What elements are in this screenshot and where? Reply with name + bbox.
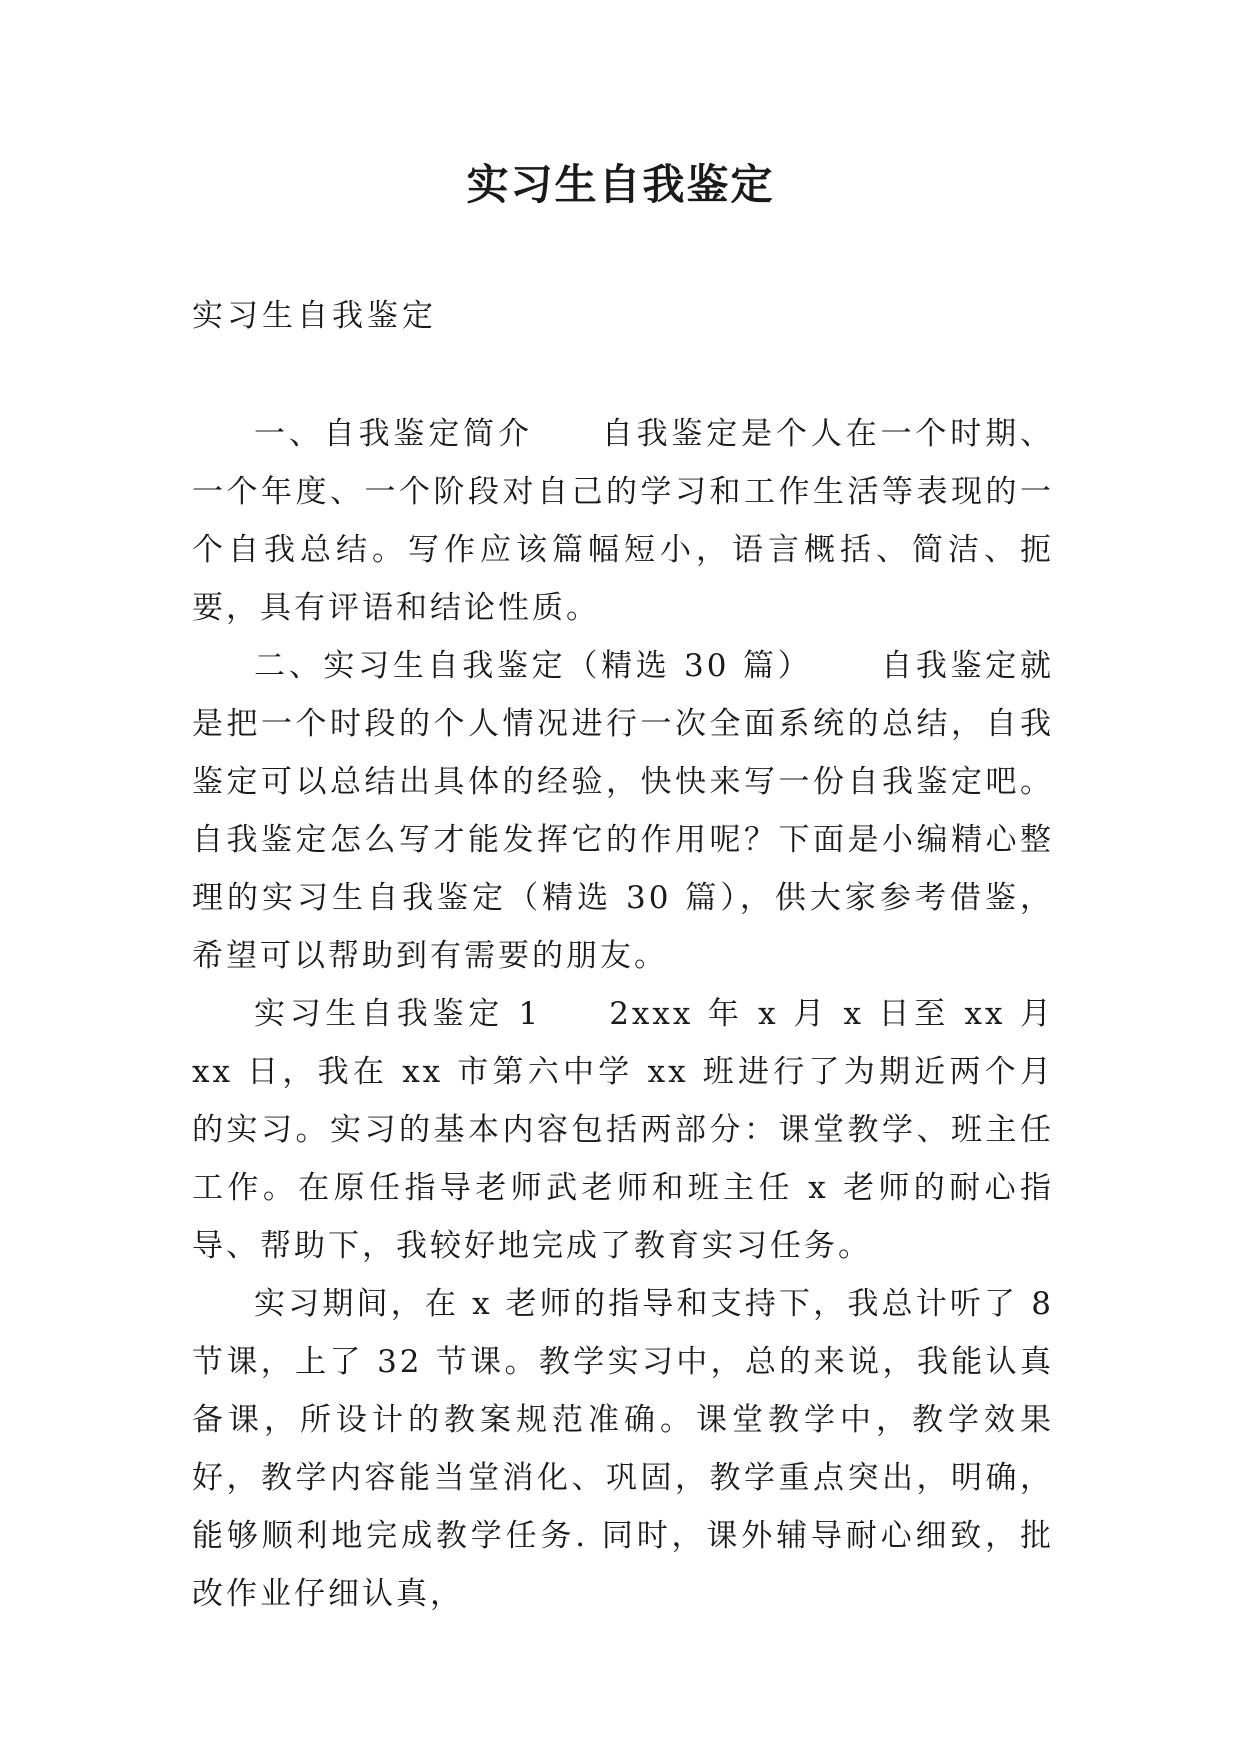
document-title: 实习生自我鉴定 [466,160,775,209]
paragraph-intro [192,405,1054,637]
paragraph-text: 实习期间，在 x 老师的指导和支持下，我总计听了 8 节课，上了 32 节课。教学实习中，总的来说，我能认真备课，所设计的教案规范准确。课堂教学中，教学效果好，教学内容能当堂消化、巩固，教学重点突出，明确，能够顺利地完成教学任务. 同时，课外辅导耐心细致，批改作业仔细认真， [192,1286,1054,1612]
paragraph-internship-period [192,1275,1054,1623]
document-body [192,405,1054,1623]
document-subtitle: 实习生自我鉴定 [192,298,437,334]
paragraph-text: 2xxx 年 x 月 x 日至 xx 月 xx 日，我在 xx 市第六中学 xx 班进行了为期近两个月的实习。实习的基本内容包括两部分：课堂教学、班主任工作。在原任指导老师武老师和班主任 x 老师的耐心指导、帮助下，我较好地完成了教育实习任务。 [192,996,1055,1264]
paragraph-heading: 二、实习生自我鉴定（精选 30 篇） [254,648,813,684]
paragraph-selection [192,637,1054,985]
paragraph-text: 自我鉴定就是把一个时段的个人情况进行一次全面系统的总结，自我鉴定可以总结出具体的经验，快快来写一份自我鉴定吧。自我鉴定怎么写才能发挥它的作用呢？下面是小编精心整理的实习生自我鉴定（精选 30 篇），供大家参考借鉴，希望可以帮助到有需要的朋友。 [192,648,1055,974]
paragraph-heading: 实习生自我鉴定 1 [254,996,542,1032]
paragraph-text: 自我鉴定是个人在一个时期、一个年度、一个阶段对自己的学习和工作生活等表现的一个自我总结。写作应该篇幅短小，语言概括、简洁、扼要，具有评语和结论性质。 [192,416,1055,626]
paragraph-heading: 一、自我鉴定简介 [254,416,533,452]
paragraph-sample-1 [192,985,1054,1275]
